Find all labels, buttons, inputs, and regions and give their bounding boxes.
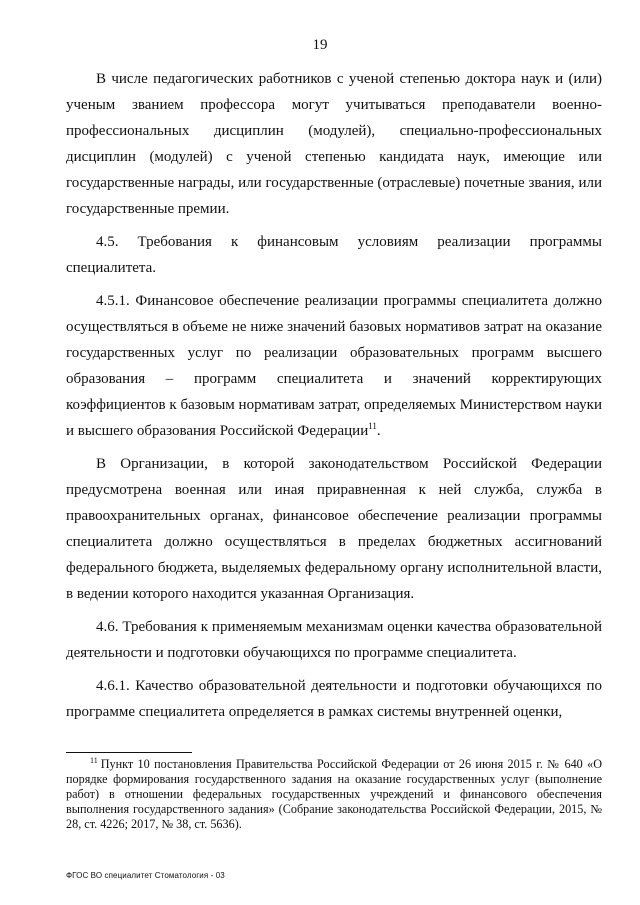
footnote-reference: 11 [368,421,377,431]
paragraph-4-5-1: 4.5.1. Финансовое обеспечение реализации программы специалитета должно осуществляться в объеме не ниже значений базовых нормативов затрат на оказание государственных услуг по реализации образовательных программ высшего образования – программ специалитета и значений корректирующих коэффициентов к базовым нормативам затрат, определяемых Министерством науки и высшего образования Российской Федерации$^{11}$. [66,293,602,439]
footnote-divider [66,752,192,753]
footnote-11 [66,757,602,832]
paragraph-4-6-heading: 4.6. Требования к применяемым механизмам оценки качества образовательной деятельности и подготовки обучающихся по программе специалитета. [66,619,602,661]
page-number: 19 [312,37,328,53]
paragraph-military-organization: В Организации, в которой законодательством Российской Федерации предусмотрена военная или иная приравненная к ней служба, служба в правоохранительных органах, финансовое обеспечение реализации программы специалитета должно осуществляться в пределах бюджетных ассигнований федерального бюджета, выделяемых федеральному органу исполнительной власти, в ведении которого находится указанная Организация. [66,456,602,602]
footnote-text: Пункт 10 постановления Правительства Российской Федерации от 26 июня 2015 г. № 640 «О порядке формирования государственного задания на оказание государственных услуг (выполнение работ) в отношении федеральных государственных учреждений и финансового обеспечения выполнения государственного задания» (Собрание законодательства Российской Федерации, 2015, № 28, ст. 4226; 2017, № 38, ст. 5636). [66,757,602,831]
paragraph-4-5-heading: 4.5. Требования к финансовым условиям реализации программы специалитета. [66,234,602,276]
footnote-marker: 11 [90,755,98,765]
body-text [66,66,602,732]
page-footer: ФГОС ВО специалитет Стоматология - 03 [66,871,225,880]
paragraph-4-6-1: 4.6.1. Качество образовательной деятельности и подготовки обучающихся по программе специалитета определяется в рамках системы внутренней оценки, [66,678,602,720]
paragraph-teaching-staff: В числе педагогических работников с ученой степенью доктора наук и (или) ученым званием профессора могут учитываться преподаватели военно-профессиональных дисциплин (модулей), специально-профессиональных дисциплин (модулей) с ученой степенью кандидата наук, имеющие или государственные награды, или государственные (отраслевые) почетные звания, или государственные премии. [66,71,602,217]
